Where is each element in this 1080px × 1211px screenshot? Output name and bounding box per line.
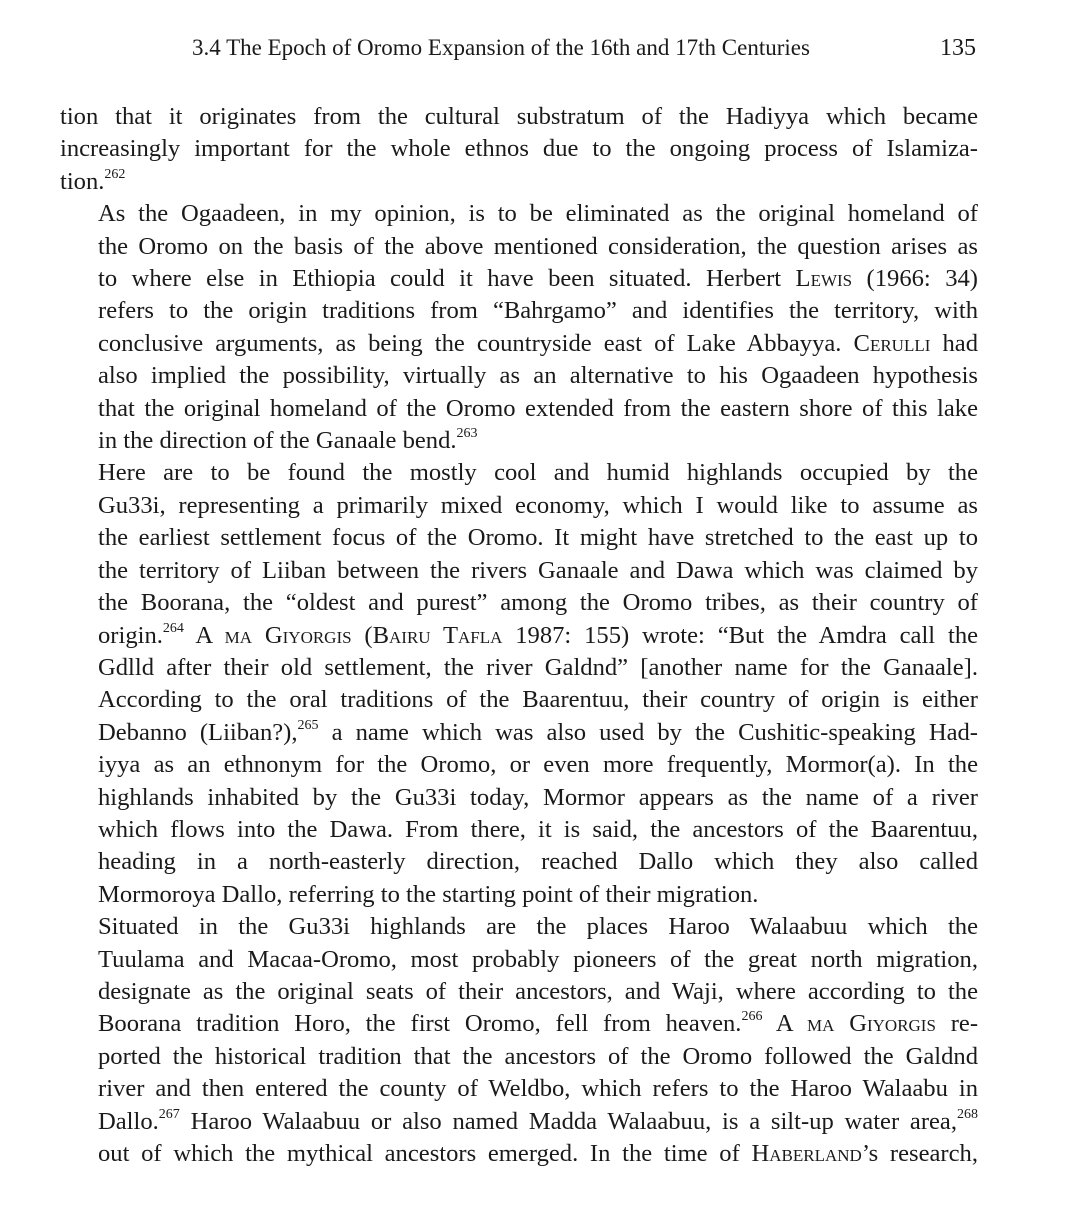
body-text [60,101,978,1170]
author-name: ma Giyorgis [224,621,352,649]
author-name: Lewis [795,265,853,293]
page-number: 135 [940,35,976,61]
text-line: the territory of Liiban between the rivers Ganaale and Dawa which was claimed by [98,556,978,584]
text-line: Situated in the Gu33i highlands are the places Haroo Walaabuu which the [98,913,978,941]
text-line: designate as the original seats of their ancestors, and Waji, where according to the [98,977,978,1005]
text-line: Here are to be found the mostly cool and humid highlands occupied by the [98,459,978,487]
running-title: 3.4 The Epoch of Oromo Expansion of the 16th and 17th Centuries [192,35,810,60]
text-line: Tuulama and Macaa-Oromo, most probably pioneers of the great north migration, [98,945,978,973]
footnote-marker: 266 [741,1009,763,1025]
text-line: Gdlld after their old settlement, the river Galdnd” [another name for the Ganaale]. [98,653,978,681]
text-line: Mormoroya Dallo, referring to the starting point of their migration. [98,880,759,908]
footnote-marker: 268 [957,1106,978,1122]
text-line: ported the historical tradition that the ancestors of the Oromo followed the Galdnd [98,1042,978,1070]
footnote-marker: 264 [162,620,184,636]
text-line: As the Ogaadeen, in my opinion, is to be eliminated as the original homeland of [98,200,978,228]
text-line: Debanno (Liiban?),$^{265}$ a name which was also used by the Cushitic-speaking Had- [98,717,978,746]
text-line: the Boorana, the “oldest and purest” among the Oromo tribes, as their country of [98,589,978,617]
paragraph [60,101,978,198]
text-line: Dallo.$^{267}$ Haroo Walaabuu or also named Madda Walaabuu, is a silt-up water area,$^{268}$ [98,1106,978,1135]
text-line: that the original homeland of the Oromo extended from the eastern shore of this lake [98,394,978,422]
text-line: tion.$^{262}$ [60,166,126,195]
footnote-marker: 263 [456,426,478,442]
paragraph [60,457,978,911]
paragraph [60,198,978,457]
text-line: tion that it originates from the cultural substratum of the Hadiyya which became [60,103,978,130]
text-line: increasingly important for the whole ethnos due to the ongoing process of Islamiza- [60,135,978,163]
text-line: heading in a north-easterly direction, reached Dallo which they also called [98,848,978,876]
footnote-marker: 262 [104,166,126,182]
text-line: iyya as an ethnonym for the Oromo, or even more frequently, Mormor(a). In the [98,751,978,779]
text-line: which flows into the Dawa. From there, it is said, the ancestors of the Baarentuu, [98,815,978,843]
text-line: Boorana tradition Horo, the first Oromo, fell from heaven.$^{266}$ A ma Giyorgis re- [98,1009,978,1038]
text-line: According to the oral traditions of the Baarentuu, their country of origin is either [98,686,978,714]
text-line: origin.$^{264}$ A ma Giyorgis (Bairu Tafla 1987: 155) wrote: “But the Amdra call the [98,620,978,649]
author-name: Bairu Tafla [372,621,503,649]
footnote-marker: 267 [158,1106,180,1122]
footnote-marker: 265 [297,717,319,733]
text-line: the Oromo on the basis of the above mentioned consideration, the question arises as [98,232,978,260]
text-line: Gu33i, representing a primarily mixed economy, which I would like to assume as [98,491,978,519]
text-line: in the direction of the Ganaale bend.$^{263}$ [98,426,478,455]
text-line: refers to the origin traditions from “Bahrgamo” and identifies the territory, with [98,297,978,325]
author-name: Cerulli [853,329,931,357]
text-line: river and then entered the county of Weldbo, which refers to the Haroo Walaabu in [98,1075,978,1103]
author-name: ma Giyorgis [807,1010,936,1038]
text-line: conclusive arguments, as being the countryside east of Lake Abbayya. Cerulli had [98,329,978,357]
text-line: out of which the mythical ancestors emerged. In the time of Haberland’s research, [98,1140,978,1167]
text-line: highlands inhabited by the Gu33i today, Mormor appears as the name of a river [98,783,978,811]
text-line: the earliest settlement focus of the Oromo. It might have stretched to the east up to [98,524,978,552]
text-line: to where else in Ethiopia could it have been situated. Herbert Lewis (1966: 34) [98,265,978,293]
running-header [60,31,978,65]
paragraph [60,911,978,1170]
text-line: also implied the possibility, virtually as an alternative to his Ogaadeen hypothesis [98,362,978,390]
author-name: Haberland [751,1140,862,1167]
